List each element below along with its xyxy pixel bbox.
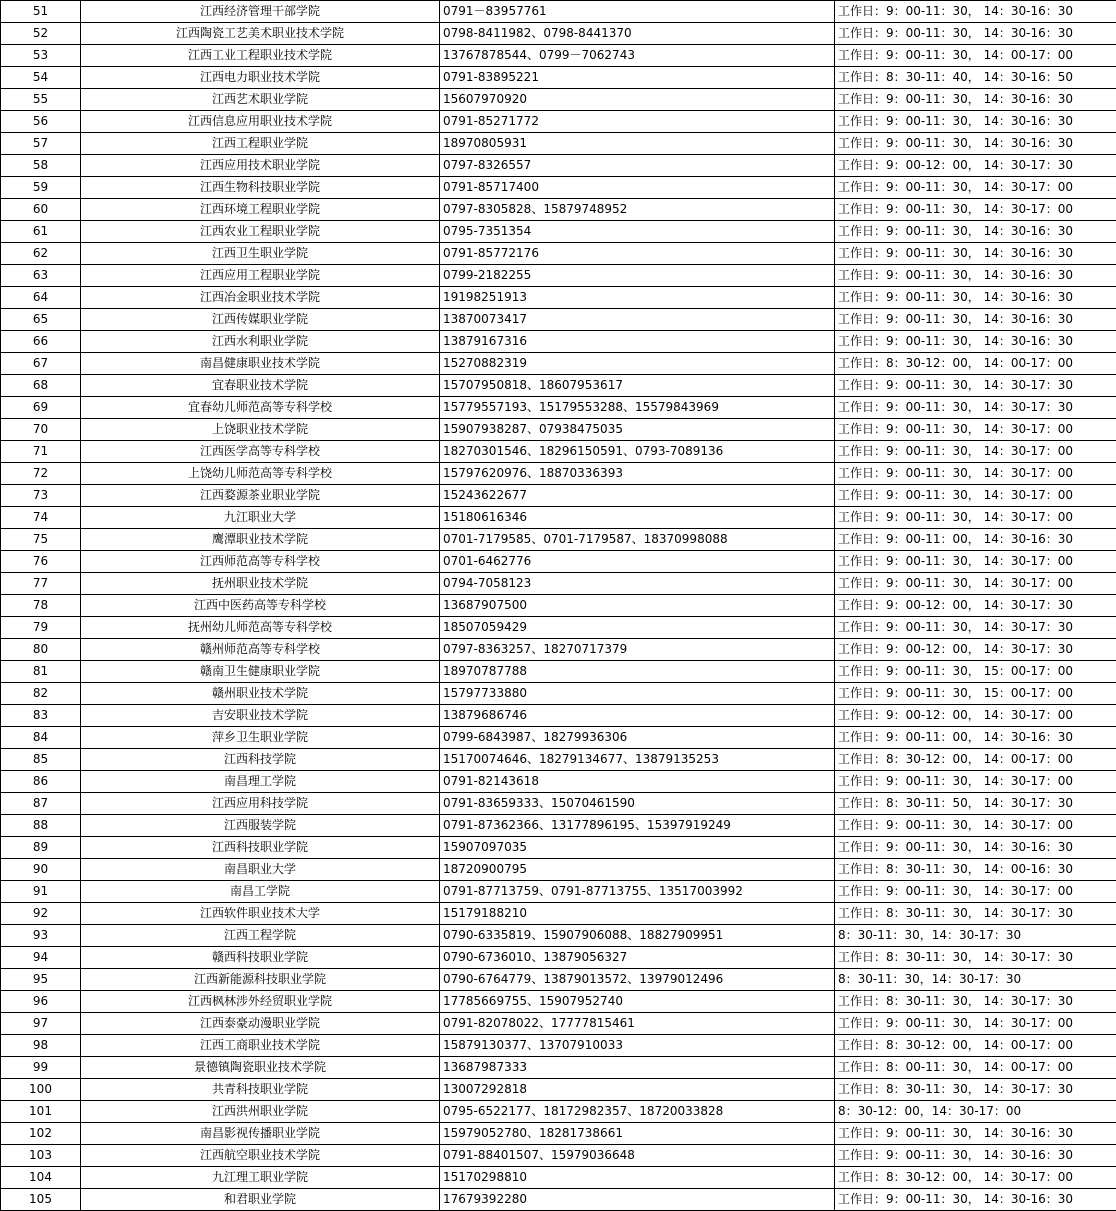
hours-cell: 工作日：9：00-11：30， 14：30-16：30 xyxy=(835,331,1116,353)
row-number-cell: 82 xyxy=(1,683,81,705)
hours-cell: 工作日：8：30-11：30， 14：00-16：30 xyxy=(835,859,1116,881)
hours-cell: 工作日：9：00-11：30， 14：30-17：00 xyxy=(835,771,1116,793)
hours-cell: 工作日：9：00-11：30， 14：30-16：30 xyxy=(835,243,1116,265)
hours-cell: 工作日：9：00-11：30， 14：30-16：30 xyxy=(835,309,1116,331)
table-row xyxy=(1,1145,1116,1167)
table-row xyxy=(1,419,1116,441)
table-row xyxy=(1,507,1116,529)
row-number-cell: 73 xyxy=(1,485,81,507)
table-row xyxy=(1,925,1116,947)
row-number-cell: 62 xyxy=(1,243,81,265)
hours-cell: 8：30-11：30，14：30-17：30 xyxy=(835,969,1116,991)
school-name-cell: 江西生物科技职业学院 xyxy=(81,177,440,199)
phone-cell: 0701-6462776 xyxy=(440,551,835,573)
phone-cell: 15797733880 xyxy=(440,683,835,705)
phone-cell: 15979052780、18281738661 xyxy=(440,1123,835,1145)
table-row xyxy=(1,1057,1116,1079)
phone-cell: 0791-85271772 xyxy=(440,111,835,133)
table-row xyxy=(1,617,1116,639)
school-name-cell: 江西环境工程职业学院 xyxy=(81,199,440,221)
phone-cell: 0791-85772176 xyxy=(440,243,835,265)
school-name-cell: 江西工商职业技术学院 xyxy=(81,1035,440,1057)
row-number-cell: 75 xyxy=(1,529,81,551)
row-number-cell: 93 xyxy=(1,925,81,947)
table-row xyxy=(1,353,1116,375)
table-row xyxy=(1,881,1116,903)
row-number-cell: 105 xyxy=(1,1189,81,1211)
table-row xyxy=(1,89,1116,111)
row-number-cell: 94 xyxy=(1,947,81,969)
hours-cell: 工作日：9：00-11：30， 14：30-16：30 xyxy=(835,1,1116,23)
table-body xyxy=(1,1,1116,1211)
table-row xyxy=(1,1189,1116,1211)
table-row xyxy=(1,771,1116,793)
table-row xyxy=(1,287,1116,309)
table-row xyxy=(1,243,1116,265)
school-name-cell: 南昌职业大学 xyxy=(81,859,440,881)
row-number-cell: 78 xyxy=(1,595,81,617)
row-number-cell: 86 xyxy=(1,771,81,793)
table-row xyxy=(1,485,1116,507)
row-number-cell: 56 xyxy=(1,111,81,133)
phone-cell: 15907097035 xyxy=(440,837,835,859)
table-row xyxy=(1,1079,1116,1101)
school-name-cell: 江西农业工程职业学院 xyxy=(81,221,440,243)
row-number-cell: 88 xyxy=(1,815,81,837)
row-number-cell: 96 xyxy=(1,991,81,1013)
hours-cell: 8：30-12：00，14：30-17：00 xyxy=(835,1101,1116,1123)
phone-cell: 0790-6335819、15907906088、18827909951 xyxy=(440,925,835,947)
table-row xyxy=(1,199,1116,221)
school-name-cell: 江西工程学院 xyxy=(81,925,440,947)
row-number-cell: 64 xyxy=(1,287,81,309)
row-number-cell: 99 xyxy=(1,1057,81,1079)
row-number-cell: 61 xyxy=(1,221,81,243)
school-name-cell: 南昌影视传播职业学院 xyxy=(81,1123,440,1145)
phone-cell: 0790-6736010、13879056327 xyxy=(440,947,835,969)
row-number-cell: 55 xyxy=(1,89,81,111)
row-number-cell: 71 xyxy=(1,441,81,463)
table-row xyxy=(1,1101,1116,1123)
row-number-cell: 67 xyxy=(1,353,81,375)
school-name-cell: 宜春幼儿师范高等专科学校 xyxy=(81,397,440,419)
row-number-cell: 87 xyxy=(1,793,81,815)
hours-cell: 工作日：8：30-11：30， 14：30-17：30 xyxy=(835,991,1116,1013)
phone-cell: 15779557193、15179553288、15579843969 xyxy=(440,397,835,419)
row-number-cell: 79 xyxy=(1,617,81,639)
school-name-cell: 江西陶瓷工艺美术职业技术学院 xyxy=(81,23,440,45)
hours-cell: 工作日：9：00-11：30， 14：30-17：00 xyxy=(835,507,1116,529)
table-row xyxy=(1,859,1116,881)
table-row xyxy=(1,221,1116,243)
phone-cell: 0799-2182255 xyxy=(440,265,835,287)
hours-cell: 工作日：9：00-11：30， 14：30-16：30 xyxy=(835,1189,1116,1211)
table-row xyxy=(1,661,1116,683)
hours-cell: 工作日：9：00-11：30， 14：30-17：00 xyxy=(835,199,1116,221)
row-number-cell: 84 xyxy=(1,727,81,749)
row-number-cell: 51 xyxy=(1,1,81,23)
row-number-cell: 80 xyxy=(1,639,81,661)
table-row xyxy=(1,991,1116,1013)
phone-cell: 0797-8326557 xyxy=(440,155,835,177)
hours-cell: 工作日：9：00-11：30， 14：00-17：00 xyxy=(835,45,1116,67)
phone-cell: 0795-6522177、18172982357、18720033828 xyxy=(440,1101,835,1123)
phone-cell: 15179188210 xyxy=(440,903,835,925)
phone-cell: 0791－83957761 xyxy=(440,1,835,23)
table-row xyxy=(1,727,1116,749)
row-number-cell: 52 xyxy=(1,23,81,45)
row-number-cell: 65 xyxy=(1,309,81,331)
hours-cell: 工作日：9：00-11：30， 14：30-16：30 xyxy=(835,265,1116,287)
phone-cell: 15243622677 xyxy=(440,485,835,507)
table-row xyxy=(1,331,1116,353)
hours-cell: 工作日：8：30-12：00， 14：30-17：00 xyxy=(835,1167,1116,1189)
table-row xyxy=(1,177,1116,199)
hours-cell: 工作日：9：00-11：30， 14：30-16：30 xyxy=(835,221,1116,243)
hours-cell: 工作日：9：00-11：30， 14：30-17：00 xyxy=(835,419,1116,441)
phone-cell: 15170074646、18279134677、13879135253 xyxy=(440,749,835,771)
school-name-cell: 江西经济管理干部学院 xyxy=(81,1,440,23)
table-row xyxy=(1,1,1116,23)
school-name-cell: 江西应用工程职业学院 xyxy=(81,265,440,287)
school-name-cell: 江西科技职业学院 xyxy=(81,837,440,859)
row-number-cell: 59 xyxy=(1,177,81,199)
phone-cell: 13879167316 xyxy=(440,331,835,353)
school-name-cell: 和君职业学院 xyxy=(81,1189,440,1211)
hours-cell: 工作日：9：00-11：30， 14：30-17：00 xyxy=(835,1013,1116,1035)
phone-cell: 15180616346 xyxy=(440,507,835,529)
row-number-cell: 57 xyxy=(1,133,81,155)
school-name-cell: 江西科技学院 xyxy=(81,749,440,771)
table-row xyxy=(1,683,1116,705)
row-number-cell: 102 xyxy=(1,1123,81,1145)
table-row xyxy=(1,837,1116,859)
hours-cell: 工作日：8：00-11：30， 14：00-17：00 xyxy=(835,1057,1116,1079)
phone-cell: 17785669755、15907952740 xyxy=(440,991,835,1013)
row-number-cell: 98 xyxy=(1,1035,81,1057)
hours-cell: 工作日：9：00-11：30， 14：30-16：30 xyxy=(835,89,1116,111)
row-number-cell: 54 xyxy=(1,67,81,89)
hours-cell: 工作日：9：00-11：30， 14：30-16：30 xyxy=(835,837,1116,859)
row-number-cell: 53 xyxy=(1,45,81,67)
phone-cell: 13687907500 xyxy=(440,595,835,617)
table-row xyxy=(1,595,1116,617)
table-row xyxy=(1,815,1116,837)
hours-cell: 工作日：9：00-11：30， 14：30-17：30 xyxy=(835,375,1116,397)
phone-cell: 15607970920 xyxy=(440,89,835,111)
school-name-cell: 上饶职业技术学院 xyxy=(81,419,440,441)
hours-cell: 工作日：8：30-12：00， 14：00-17：00 xyxy=(835,353,1116,375)
school-name-cell: 赣州职业技术学院 xyxy=(81,683,440,705)
phone-cell: 15797620976、18870336393 xyxy=(440,463,835,485)
school-name-cell: 江西航空职业技术学院 xyxy=(81,1145,440,1167)
school-name-cell: 九江职业大学 xyxy=(81,507,440,529)
row-number-cell: 89 xyxy=(1,837,81,859)
phone-cell: 15907938287、07938475035 xyxy=(440,419,835,441)
row-number-cell: 101 xyxy=(1,1101,81,1123)
table-row xyxy=(1,1123,1116,1145)
school-name-cell: 南昌理工学院 xyxy=(81,771,440,793)
school-name-cell: 景德镇陶瓷职业技术学院 xyxy=(81,1057,440,1079)
phone-cell: 0791-82143618 xyxy=(440,771,835,793)
phone-cell: 0797-8305828、15879748952 xyxy=(440,199,835,221)
phone-cell: 13870073417 xyxy=(440,309,835,331)
row-number-cell: 90 xyxy=(1,859,81,881)
table-row xyxy=(1,23,1116,45)
hours-cell: 工作日：9：00-11：30， 14：30-17：30 xyxy=(835,617,1116,639)
row-number-cell: 83 xyxy=(1,705,81,727)
school-name-cell: 江西新能源科技职业学院 xyxy=(81,969,440,991)
school-name-cell: 九江理工职业学院 xyxy=(81,1167,440,1189)
school-name-cell: 上饶幼儿师范高等专科学校 xyxy=(81,463,440,485)
phone-cell: 13879686746 xyxy=(440,705,835,727)
hours-cell: 工作日：9：00-12：00， 14：30-17：00 xyxy=(835,705,1116,727)
hours-cell: 工作日：9：00-11：30， 14：30-17：30 xyxy=(835,397,1116,419)
phone-cell: 0791-87713759、0791-87713755、13517003992 xyxy=(440,881,835,903)
school-name-cell: 江西枫林涉外经贸职业学院 xyxy=(81,991,440,1013)
school-name-cell: 赣南卫生健康职业学院 xyxy=(81,661,440,683)
row-number-cell: 97 xyxy=(1,1013,81,1035)
phone-cell: 15879130377、13707910033 xyxy=(440,1035,835,1057)
phone-cell: 0791-87362366、13177896195、15397919249 xyxy=(440,815,835,837)
table-row xyxy=(1,749,1116,771)
school-name-cell: 鹰潭职业技术学院 xyxy=(81,529,440,551)
hours-cell: 工作日：9：00-12：00， 14：30-17：30 xyxy=(835,595,1116,617)
hours-cell: 工作日：9：00-11：30， 14：30-17：00 xyxy=(835,551,1116,573)
hours-cell: 工作日：9：00-11：30， 15：00-17：00 xyxy=(835,661,1116,683)
phone-cell: 0794-7058123 xyxy=(440,573,835,595)
school-name-cell: 赣州师范高等专科学校 xyxy=(81,639,440,661)
table-row xyxy=(1,969,1116,991)
table-row xyxy=(1,441,1116,463)
table-row xyxy=(1,265,1116,287)
school-name-cell: 吉安职业技术学院 xyxy=(81,705,440,727)
phone-cell: 13007292818 xyxy=(440,1079,835,1101)
table-row xyxy=(1,309,1116,331)
table-row xyxy=(1,1013,1116,1035)
hours-cell: 工作日：9：00-11：00， 14：30-16：30 xyxy=(835,529,1116,551)
hours-cell: 工作日：9：00-11：30， 14：30-16：30 xyxy=(835,111,1116,133)
table-row xyxy=(1,45,1116,67)
hours-cell: 工作日：8：30-11：50， 14：30-17：30 xyxy=(835,793,1116,815)
phone-cell: 0795-7351354 xyxy=(440,221,835,243)
table-row xyxy=(1,793,1116,815)
hours-cell: 工作日：9：00-11：30， 14：30-17：00 xyxy=(835,881,1116,903)
school-name-cell: 江西电力职业技术学院 xyxy=(81,67,440,89)
school-name-cell: 江西应用技术职业学院 xyxy=(81,155,440,177)
phone-cell: 0791-83895221 xyxy=(440,67,835,89)
phone-cell: 19198251913 xyxy=(440,287,835,309)
row-number-cell: 103 xyxy=(1,1145,81,1167)
row-number-cell: 72 xyxy=(1,463,81,485)
table-row xyxy=(1,705,1116,727)
school-name-cell: 江西师范高等专科学校 xyxy=(81,551,440,573)
row-number-cell: 63 xyxy=(1,265,81,287)
row-number-cell: 70 xyxy=(1,419,81,441)
school-name-cell: 萍乡卫生职业学院 xyxy=(81,727,440,749)
hours-cell: 工作日：9：00-11：00， 14：30-16：30 xyxy=(835,727,1116,749)
row-number-cell: 91 xyxy=(1,881,81,903)
phone-cell: 0799-6843987、18279936306 xyxy=(440,727,835,749)
school-name-cell: 江西软件职业技术大学 xyxy=(81,903,440,925)
school-name-cell: 宜春职业技术学院 xyxy=(81,375,440,397)
phone-cell: 18720900795 xyxy=(440,859,835,881)
school-name-cell: 江西泰豪动漫职业学院 xyxy=(81,1013,440,1035)
school-name-cell: 江西卫生职业学院 xyxy=(81,243,440,265)
school-name-cell: 江西传媒职业学院 xyxy=(81,309,440,331)
hours-cell: 8：30-11：30，14：30-17：30 xyxy=(835,925,1116,947)
phone-cell: 18970787788 xyxy=(440,661,835,683)
table-row xyxy=(1,1035,1116,1057)
table-row xyxy=(1,551,1116,573)
phone-cell: 15170298810 xyxy=(440,1167,835,1189)
school-name-cell: 南昌工学院 xyxy=(81,881,440,903)
table-row xyxy=(1,529,1116,551)
hours-cell: 工作日：8：30-11：40， 14：30-16：50 xyxy=(835,67,1116,89)
hours-cell: 工作日：8：30-11：30， 14：30-17：30 xyxy=(835,1079,1116,1101)
hours-cell: 工作日：9：00-11：30， 14：30-16：30 xyxy=(835,23,1116,45)
hours-cell: 工作日：8：30-11：30， 14：30-17：30 xyxy=(835,947,1116,969)
row-number-cell: 92 xyxy=(1,903,81,925)
table-row xyxy=(1,1167,1116,1189)
school-name-cell: 江西服装学院 xyxy=(81,815,440,837)
row-number-cell: 69 xyxy=(1,397,81,419)
table-row xyxy=(1,397,1116,419)
table-row xyxy=(1,947,1116,969)
phone-cell: 17679392280 xyxy=(440,1189,835,1211)
hours-cell: 工作日：9：00-11：30， 14：30-17：00 xyxy=(835,815,1116,837)
phone-cell: 0791-82078022、17777815461 xyxy=(440,1013,835,1035)
table-row xyxy=(1,67,1116,89)
school-name-cell: 江西信息应用职业技术学院 xyxy=(81,111,440,133)
school-name-cell: 江西中医药高等专科学校 xyxy=(81,595,440,617)
row-number-cell: 95 xyxy=(1,969,81,991)
hours-cell: 工作日：9：00-11：30， 15：00-17：00 xyxy=(835,683,1116,705)
phone-cell: 18270301546、18296150591、0793-7089136 xyxy=(440,441,835,463)
row-number-cell: 85 xyxy=(1,749,81,771)
hours-cell: 工作日：9：00-11：30， 14：30-17：00 xyxy=(835,463,1116,485)
row-number-cell: 81 xyxy=(1,661,81,683)
phone-cell: 13767878544、0799－7062743 xyxy=(440,45,835,67)
school-name-cell: 江西冶金职业技术学院 xyxy=(81,287,440,309)
school-name-cell: 江西婺源茶业职业学院 xyxy=(81,485,440,507)
table-row xyxy=(1,111,1116,133)
school-name-cell: 江西应用科技学院 xyxy=(81,793,440,815)
table-row xyxy=(1,133,1116,155)
table-row xyxy=(1,573,1116,595)
school-name-cell: 江西工业工程职业技术学院 xyxy=(81,45,440,67)
hours-cell: 工作日：9：00-11：30， 14：30-16：30 xyxy=(835,1145,1116,1167)
school-name-cell: 江西艺术职业学院 xyxy=(81,89,440,111)
school-name-cell: 江西工程职业学院 xyxy=(81,133,440,155)
row-number-cell: 100 xyxy=(1,1079,81,1101)
phone-cell: 0791-88401507、15979036648 xyxy=(440,1145,835,1167)
phone-cell: 0791-85717400 xyxy=(440,177,835,199)
table-row xyxy=(1,639,1116,661)
hours-cell: 工作日：8：30-12：00， 14：00-17：00 xyxy=(835,749,1116,771)
school-name-cell: 抚州幼儿师范高等专科学校 xyxy=(81,617,440,639)
phone-cell: 18507059429 xyxy=(440,617,835,639)
phone-cell: 18970805931 xyxy=(440,133,835,155)
phone-cell: 13687987333 xyxy=(440,1057,835,1079)
phone-cell: 15270882319 xyxy=(440,353,835,375)
row-number-cell: 74 xyxy=(1,507,81,529)
table-row xyxy=(1,463,1116,485)
row-number-cell: 66 xyxy=(1,331,81,353)
hours-cell: 工作日：9：00-11：30， 14：30-17：00 xyxy=(835,485,1116,507)
hours-cell: 工作日：9：00-11：30， 14：30-17：00 xyxy=(835,177,1116,199)
row-number-cell: 58 xyxy=(1,155,81,177)
school-name-cell: 江西洪州职业学院 xyxy=(81,1101,440,1123)
row-number-cell: 104 xyxy=(1,1167,81,1189)
hours-cell: 工作日：9：00-11：30， 14：30-17：00 xyxy=(835,441,1116,463)
hours-cell: 工作日：9：00-11：30， 14：30-17：00 xyxy=(835,573,1116,595)
phone-cell: 0790-6764779、13879013572、13979012496 xyxy=(440,969,835,991)
school-name-cell: 南昌健康职业技术学院 xyxy=(81,353,440,375)
school-name-cell: 江西医学高等专科学校 xyxy=(81,441,440,463)
hours-cell: 工作日：9：00-12：00， 14：30-17：30 xyxy=(835,639,1116,661)
school-name-cell: 共青科技职业学院 xyxy=(81,1079,440,1101)
phone-cell: 0798-8411982、0798-8441370 xyxy=(440,23,835,45)
hours-cell: 工作日：9：00-11：30， 14：30-16：30 xyxy=(835,133,1116,155)
phone-cell: 0797-8363257、18270717379 xyxy=(440,639,835,661)
table-row xyxy=(1,375,1116,397)
table-row xyxy=(1,155,1116,177)
phone-cell: 0701-7179585、0701-7179587、18370998088 xyxy=(440,529,835,551)
hours-cell: 工作日：9：00-12：00， 14：30-17：30 xyxy=(835,155,1116,177)
row-number-cell: 76 xyxy=(1,551,81,573)
school-name-cell: 抚州职业技术学院 xyxy=(81,573,440,595)
phone-cell: 0791-83659333、15070461590 xyxy=(440,793,835,815)
row-number-cell: 60 xyxy=(1,199,81,221)
phone-cell: 15707950818、18607953617 xyxy=(440,375,835,397)
hours-cell: 工作日：9：00-11：30， 14：30-16：30 xyxy=(835,287,1116,309)
row-number-cell: 68 xyxy=(1,375,81,397)
hours-cell: 工作日：9：00-11：30， 14：30-16：30 xyxy=(835,1123,1116,1145)
hours-cell: 工作日：8：30-12：00， 14：00-17：00 xyxy=(835,1035,1116,1057)
hours-cell: 工作日：8：30-11：30， 14：30-17：30 xyxy=(835,903,1116,925)
school-name-cell: 赣西科技职业学院 xyxy=(81,947,440,969)
row-number-cell: 77 xyxy=(1,573,81,595)
school-name-cell: 江西水利职业学院 xyxy=(81,331,440,353)
table-row xyxy=(1,903,1116,925)
